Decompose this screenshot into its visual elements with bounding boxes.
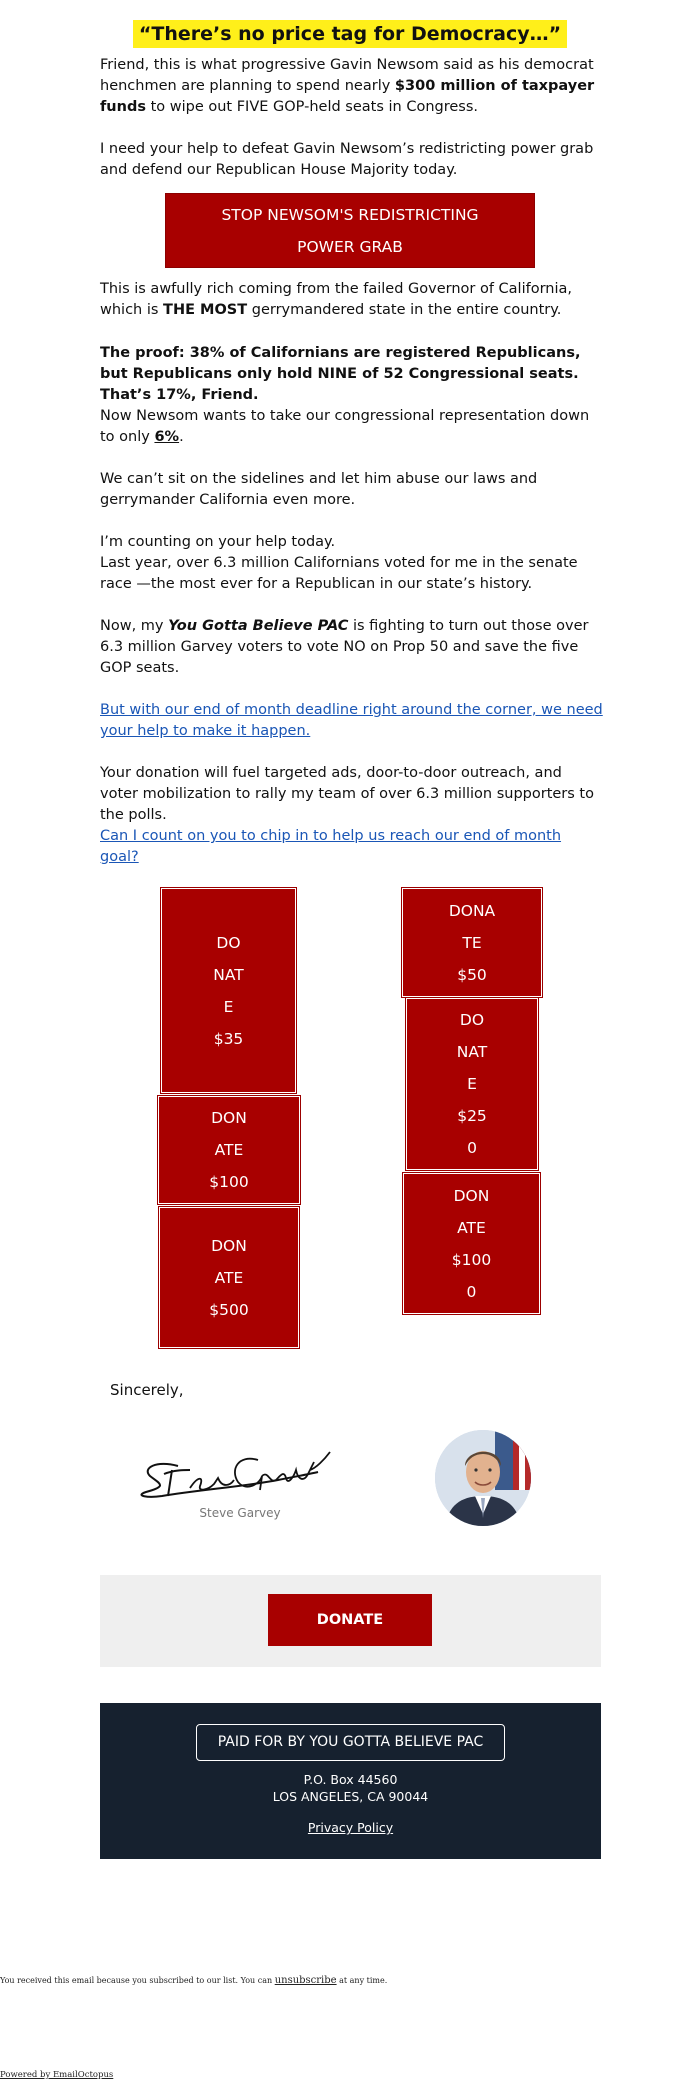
paragraph-six-percent: [100, 406, 604, 448]
paragraph-donation: Your donation will fuel targeted ads, door-to-door outreach, and voter mobilization to rally my team of over 6.3 million supporters to the polls.: [100, 765, 594, 823]
paragraph-intro-text: Friend, this is what progressive Gavin Newsom said as his democrat henchmen are planning to spend nearly: [100, 57, 594, 94]
address-line-1: P.O. Box 44560: [303, 1772, 398, 1787]
donate-500-button[interactable]: DON ATE $500: [159, 1207, 299, 1348]
paragraph-intro: [100, 55, 604, 118]
paragraph-pac-text: Now, my: [100, 618, 169, 634]
donate-50-button[interactable]: DONA TE $50: [402, 888, 542, 997]
deadline-link[interactable]: But with our end of month deadline right around the corner, we need your help to make it happen.: [100, 702, 603, 739]
headline-container: [0, 20, 700, 48]
signature-name: Steve Garvey: [199, 1506, 281, 1520]
fineprint: [0, 1975, 387, 1986]
paragraph-counting: [100, 532, 604, 595]
unsubscribe-link[interactable]: unsubscribe: [274, 1975, 337, 1986]
paragraph-counting-line2: Last year, over 6.3 million Californians voted for me in the senate race —the most ever for a Republican in our state’s history.: [100, 555, 578, 592]
paragraph-rich-bold: THE MOST: [163, 302, 248, 318]
donate-35-button[interactable]: DO NAT E $35: [161, 888, 296, 1093]
paragraph-intro-text-end: to wipe out FIVE GOP-held seats in Congress.: [145, 99, 478, 115]
headline-quote: “There’s no price tag for Democracy…”: [133, 20, 567, 48]
chip-in-link[interactable]: Can I count on you to chip in to help us reach our end of month goal?: [100, 828, 562, 865]
paid-for-box: PAID FOR BY YOU GOTTA BELIEVE PAC: [196, 1724, 505, 1761]
donate-button[interactable]: DONATE: [268, 1594, 432, 1646]
avatar: [435, 1430, 531, 1526]
paragraph-six-bold: 6%: [154, 429, 180, 445]
paragraph-six-end: .: [179, 429, 184, 445]
paragraph-proof: The proof: 38% of Californians are registered Republicans, but Republicans only hold NINE of 52 Congressional seats. That’s 17%, Friend.: [100, 345, 581, 403]
paragraph-rich-text-end: gerrymandered state in the entire country.: [247, 302, 562, 318]
paragraph-rich: [100, 279, 604, 321]
fineprint-text: You received this email because you subscribed to our list. You can: [0, 1976, 275, 1985]
powered-by-link[interactable]: Powered by EmailOctopus: [0, 2070, 114, 2080]
paragraph-pac: [100, 616, 604, 679]
donate-100-button[interactable]: DON ATE $100: [158, 1096, 300, 1204]
donate-1000-button[interactable]: DON ATE $100 0: [403, 1173, 540, 1314]
paragraph-help: I need your help to defeat Gavin Newsom’s redistricting power grab and defend our Republican House Majority today.: [100, 141, 594, 178]
footer: [100, 1703, 601, 1859]
privacy-policy-link[interactable]: Privacy Policy: [307, 1820, 394, 1835]
paragraph-rich-text: This is awfully rich coming from the failed Governor of California, which is: [100, 281, 573, 318]
fineprint-text-end: at any time.: [336, 1976, 388, 1985]
donate-250-button[interactable]: DO NAT E $25 0: [406, 998, 538, 1170]
address-line-2: LOS ANGELES, CA 90044: [272, 1789, 429, 1804]
paragraph-sidelines: We can’t sit on the sidelines and let him abuse our laws and gerrymander California even more.: [100, 471, 538, 508]
paragraph-pac-text-end: is fighting to turn out those over 6.3 million Garvey voters to vote NO on Prop 50 and save the five GOP seats.: [100, 618, 589, 676]
paragraph-counting-line1: I’m counting on your help today.: [100, 534, 336, 550]
paragraph-pac-name: You Gotta Believe PAC: [168, 618, 349, 634]
signoff: Sincerely,: [110, 1381, 184, 1399]
stop-newsom-button[interactable]: STOP NEWSOM'S REDISTRICTING POWER GRAB: [165, 193, 535, 268]
paragraph-six-text: Now Newsom wants to take our congressional representation down to only: [100, 408, 590, 445]
paragraph-intro-bold: $300 million of taxpayer funds: [100, 78, 595, 115]
